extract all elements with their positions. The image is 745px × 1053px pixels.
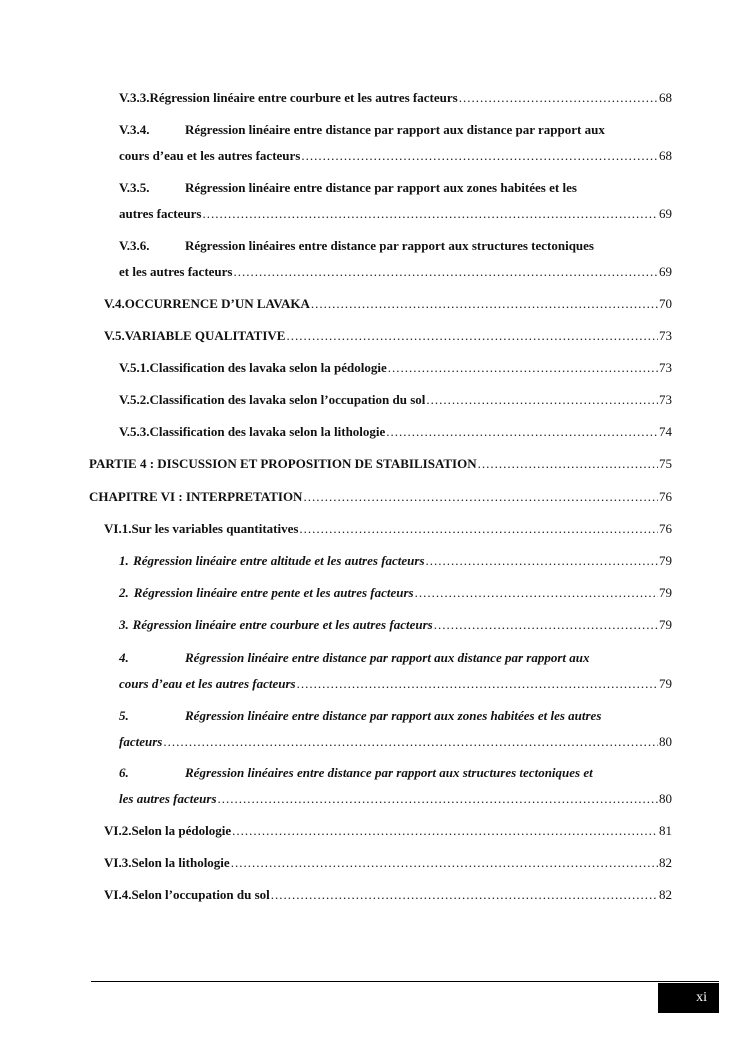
toc-page-number: 76 <box>659 521 672 536</box>
toc-leader-dots <box>299 521 658 537</box>
toc-page-number: 75 <box>659 456 672 471</box>
toc-title: VARIABLE QUALITATIVE <box>124 328 286 343</box>
toc-leader-dots <box>426 392 658 408</box>
toc-leader-dots <box>426 553 658 569</box>
toc-number: V.5.2. <box>119 392 150 407</box>
toc-title: OCCURRENCE D’UN LAVAKA <box>124 296 310 311</box>
toc-page-number: 73 <box>659 392 672 407</box>
toc-page-number: 82 <box>659 855 672 870</box>
toc-leader-dots <box>311 296 658 312</box>
toc-number: 1. <box>119 553 129 568</box>
toc-title: Régression linéaire entre altitude et les autres facteurs <box>133 553 425 568</box>
toc-title-continued: autres facteurs <box>119 206 202 221</box>
toc-number: V.3.5. <box>119 180 150 195</box>
toc-leader-dots <box>286 328 658 344</box>
toc-title: Régression linéaire entre courbure et les autres facteurs <box>132 617 433 632</box>
toc-leader-dots <box>303 489 658 505</box>
toc-leader-dots <box>386 424 658 440</box>
toc-title: Classification des lavaka selon l’occupation du sol <box>149 392 426 407</box>
footer-divider <box>91 981 719 982</box>
toc-title: CHAPITRE VI : INTERPRETATION <box>89 489 303 504</box>
toc-page-number: 68 <box>659 148 672 163</box>
toc-number: V.4. <box>104 296 125 311</box>
toc-title: PARTIE 4 : DISCUSSION ET PROPOSITION DE STABILISATION <box>89 456 477 471</box>
toc-title: Régression linéaire entre courbure et les autres facteurs <box>149 90 458 105</box>
toc-page-number: 68 <box>659 90 672 105</box>
toc-number: 5. <box>119 708 129 723</box>
toc-page-number: 70 <box>659 296 672 311</box>
toc-number: VI.1. <box>104 521 132 536</box>
toc-title: Sur les variables quantitatives <box>131 521 299 536</box>
toc-page-number: 79 <box>659 585 672 600</box>
footer-page-number: xi <box>658 983 719 1013</box>
toc-number: VI.3. <box>104 855 132 870</box>
toc-page-number: 69 <box>659 206 672 221</box>
toc-number: V.3.4. <box>119 122 150 137</box>
toc-title: Régression linéaire entre pente et les autres facteurs <box>133 585 414 600</box>
toc-leader-dots <box>459 90 658 106</box>
toc-number: V.5.3. <box>119 424 150 439</box>
toc-page-number: 79 <box>659 676 672 691</box>
toc-page-number: 69 <box>659 264 672 279</box>
toc-leader-dots <box>218 791 659 807</box>
toc-page-number: 81 <box>659 823 672 838</box>
toc-leader-dots <box>478 456 658 472</box>
toc-title: Régression linéaire entre distance par rapport aux distance par rapport aux <box>185 122 605 137</box>
toc-number: 2. <box>119 585 129 600</box>
toc-leader-dots <box>297 676 658 692</box>
toc-number: V.5. <box>104 328 125 343</box>
toc-number: 3. <box>119 617 129 632</box>
toc-page-number: 79 <box>659 553 672 568</box>
toc-page-number: 80 <box>659 791 672 806</box>
toc-number: 4. <box>119 650 129 665</box>
toc-page-number: 82 <box>659 887 672 902</box>
toc-title: Selon la lithologie <box>131 855 230 870</box>
toc-title-continued: cours d’eau et les autres facteurs <box>119 148 301 163</box>
toc-title: Régression linéaires entre distance par rapport aux structures tectoniques et <box>185 765 593 780</box>
toc-leader-dots <box>415 585 658 601</box>
toc-leader-dots <box>301 148 658 164</box>
toc-number: V.3.3. <box>119 90 150 105</box>
toc-leader-dots <box>434 617 658 633</box>
toc-leader-dots <box>231 855 658 871</box>
toc-title-continued: cours d’eau et les autres facteurs <box>119 676 296 691</box>
toc-leader-dots <box>202 206 658 222</box>
toc-leader-dots <box>233 264 658 280</box>
toc-number: VI.4. <box>104 887 132 902</box>
toc-title-continued: les autres facteurs <box>119 791 217 806</box>
toc-title: Régression linéaire entre distance par rapport aux distance par rapport aux <box>185 650 590 665</box>
toc-page-number: 73 <box>659 360 672 375</box>
toc-title-continued: facteurs <box>119 734 163 749</box>
toc-page-number: 76 <box>659 489 672 504</box>
toc-title: Régression linéaire entre distance par rapport aux zones habitées et les autres <box>185 708 602 723</box>
toc-title: Régression linéaire entre distance par rapport aux zones habitées et les <box>185 180 577 195</box>
toc-number: V.5.1. <box>119 360 150 375</box>
toc-number: V.3.6. <box>119 238 150 253</box>
toc-title: Classification des lavaka selon la lithologie <box>149 424 386 439</box>
toc-title: Selon l’occupation du sol <box>131 887 270 902</box>
toc-page-number: 79 <box>659 617 672 632</box>
toc-leader-dots <box>271 887 658 903</box>
toc-page-number: 73 <box>659 328 672 343</box>
toc-title: Selon la pédologie <box>131 823 232 838</box>
toc-title: Classification des lavaka selon la pédologie <box>149 360 387 375</box>
toc-number: 6. <box>119 765 129 780</box>
toc-number: VI.2. <box>104 823 132 838</box>
toc-page-number: 74 <box>659 424 672 439</box>
toc-title: Régression linéaires entre distance par rapport aux structures tectoniques <box>185 238 594 253</box>
toc-leader-dots <box>232 823 658 839</box>
toc-leader-dots <box>388 360 658 376</box>
toc-leader-dots <box>163 734 658 750</box>
toc-title-continued: et les autres facteurs <box>119 264 233 279</box>
toc-page-number: 80 <box>659 734 672 749</box>
